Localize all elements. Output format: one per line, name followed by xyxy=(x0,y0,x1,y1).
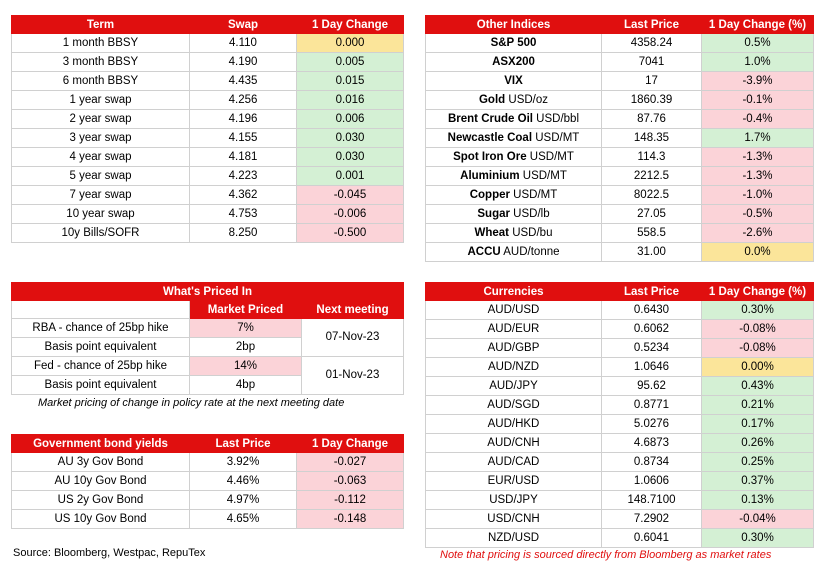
index-name: Spot Iron Ore xyxy=(453,150,527,163)
index-name: Sugar xyxy=(477,207,510,220)
fed-bp-value: 4bp xyxy=(190,376,302,395)
swap-row xyxy=(12,167,404,186)
currency-change: 0.00% xyxy=(702,358,814,377)
index-name-cell xyxy=(426,148,602,167)
bond-change: -0.063 xyxy=(297,472,404,491)
swap-change: 0.001 xyxy=(297,167,404,186)
swap-header-term: Term xyxy=(12,16,190,34)
bond-change: -0.148 xyxy=(297,510,404,529)
swap-change: -0.500 xyxy=(297,224,404,243)
currency-price: 1.0606 xyxy=(602,472,702,491)
indices-row xyxy=(426,129,814,148)
index-price: 2212.5 xyxy=(602,167,702,186)
bond-price: 3.92% xyxy=(190,453,297,472)
index-unit: AUD/tonne xyxy=(503,245,560,258)
currency-table xyxy=(425,282,814,548)
index-price: 558.5 xyxy=(602,224,702,243)
indices-header-price: Last Price xyxy=(602,16,702,34)
index-price: 7041 xyxy=(602,53,702,72)
priced-in-blank-header xyxy=(12,301,190,319)
bond-change: -0.027 xyxy=(297,453,404,472)
swap-row xyxy=(12,91,404,110)
swap-row xyxy=(12,186,404,205)
currency-row xyxy=(426,301,814,320)
currency-pair: USD/CNH xyxy=(426,510,602,529)
index-unit: USD/MT xyxy=(522,169,567,182)
swap-row xyxy=(12,72,404,91)
bond-row xyxy=(12,453,404,472)
index-unit: USD/oz xyxy=(508,93,549,106)
priced-in-row xyxy=(12,357,404,376)
indices-row xyxy=(426,110,814,129)
indices-row xyxy=(426,205,814,224)
swap-row xyxy=(12,53,404,72)
rba-hike-value: 7% xyxy=(190,319,302,338)
bond-price: 4.97% xyxy=(190,491,297,510)
currency-header-change: 1 Day Change (%) xyxy=(702,283,814,301)
swap-term: 1 month BBSY xyxy=(12,34,190,53)
index-change: 1.0% xyxy=(702,53,814,72)
bond-header-change: 1 Day Change xyxy=(297,435,404,453)
fed-hike-label: Fed - chance of 25bp hike xyxy=(12,357,190,376)
swap-table-header xyxy=(12,16,404,34)
disclaimer-note: Note that pricing is sourced directly from Bloomberg as market rates xyxy=(440,549,772,561)
index-change: 0.5% xyxy=(702,34,814,53)
currency-price: 0.8734 xyxy=(602,453,702,472)
currency-price: 0.6062 xyxy=(602,320,702,339)
swap-term: 7 year swap xyxy=(12,186,190,205)
indices-table-header xyxy=(426,16,814,34)
index-change: -1.0% xyxy=(702,186,814,205)
currency-row xyxy=(426,396,814,415)
currency-pair: AUD/GBP xyxy=(426,339,602,358)
fed-next-meeting-date: 01-Nov-23 xyxy=(302,357,404,395)
bond-change: -0.112 xyxy=(297,491,404,510)
swap-row xyxy=(12,148,404,167)
bond-row xyxy=(12,491,404,510)
currency-row xyxy=(426,320,814,339)
currency-change: 0.30% xyxy=(702,529,814,548)
index-name: Aluminium xyxy=(460,169,520,182)
bond-name: AU 10y Gov Bond xyxy=(12,472,190,491)
index-name: Wheat xyxy=(474,226,509,239)
bond-table xyxy=(11,434,404,529)
index-name-cell xyxy=(426,167,602,186)
index-change: -1.3% xyxy=(702,148,814,167)
currency-pair: AUD/EUR xyxy=(426,320,602,339)
currency-row xyxy=(426,377,814,396)
swap-change: -0.045 xyxy=(297,186,404,205)
swap-rate: 4.110 xyxy=(190,34,297,53)
currency-change: 0.13% xyxy=(702,491,814,510)
index-price: 1860.39 xyxy=(602,91,702,110)
indices-header-name: Other Indices xyxy=(426,16,602,34)
index-name-cell xyxy=(426,72,602,91)
index-unit: USD/bu xyxy=(512,226,553,239)
index-price: 8022.5 xyxy=(602,186,702,205)
swap-change: 0.000 xyxy=(297,34,404,53)
bond-header-name: Government bond yields xyxy=(12,435,190,453)
priced-in-row xyxy=(12,319,404,338)
index-change: 0.0% xyxy=(702,243,814,262)
index-unit: USD/MT xyxy=(513,188,558,201)
source-note: Source: Bloomberg, Westpac, RepuTex xyxy=(13,547,206,559)
index-price: 87.76 xyxy=(602,110,702,129)
currency-pair: AUD/CNH xyxy=(426,434,602,453)
bond-table-header xyxy=(12,435,404,453)
indices-table xyxy=(425,15,814,262)
currency-pair: AUD/JPY xyxy=(426,377,602,396)
currency-change: -0.04% xyxy=(702,510,814,529)
swap-rate: 4.181 xyxy=(190,148,297,167)
currency-change: 0.43% xyxy=(702,377,814,396)
currency-change: 0.21% xyxy=(702,396,814,415)
currency-row xyxy=(426,510,814,529)
index-change: -3.9% xyxy=(702,72,814,91)
currency-change: 0.26% xyxy=(702,434,814,453)
bond-header-price: Last Price xyxy=(190,435,297,453)
currency-change: 0.30% xyxy=(702,301,814,320)
index-change: -0.4% xyxy=(702,110,814,129)
swap-rate: 4.190 xyxy=(190,53,297,72)
priced-in-title: What's Priced In xyxy=(12,283,404,301)
index-name: ACCU xyxy=(467,245,501,258)
index-price: 31.00 xyxy=(602,243,702,262)
swap-row xyxy=(12,224,404,243)
rba-bp-label: Basis point equivalent xyxy=(12,338,190,357)
index-name: Copper xyxy=(469,188,510,201)
rba-hike-label: RBA - chance of 25bp hike xyxy=(12,319,190,338)
priced-in-col-market: Market Priced xyxy=(190,301,302,319)
bond-price: 4.46% xyxy=(190,472,297,491)
indices-row xyxy=(426,34,814,53)
index-name: ASX200 xyxy=(492,55,535,68)
currency-change: -0.08% xyxy=(702,339,814,358)
swap-term: 10 year swap xyxy=(12,205,190,224)
bond-name: AU 3y Gov Bond xyxy=(12,453,190,472)
currency-price: 0.6430 xyxy=(602,301,702,320)
swap-rate: 4.256 xyxy=(190,91,297,110)
index-change: -0.1% xyxy=(702,91,814,110)
indices-row xyxy=(426,148,814,167)
swap-term: 6 month BBSY xyxy=(12,72,190,91)
index-name: Brent Crude Oil xyxy=(447,112,533,125)
swap-change: 0.030 xyxy=(297,148,404,167)
swap-term: 1 year swap xyxy=(12,91,190,110)
currency-price: 0.6041 xyxy=(602,529,702,548)
currency-price: 1.0646 xyxy=(602,358,702,377)
currency-price: 5.0276 xyxy=(602,415,702,434)
swap-rate: 4.362 xyxy=(190,186,297,205)
index-name: VIX xyxy=(504,74,523,87)
currency-table-header xyxy=(426,283,814,301)
index-name-cell xyxy=(426,129,602,148)
index-name-cell xyxy=(426,53,602,72)
swap-rate: 4.196 xyxy=(190,110,297,129)
indices-row xyxy=(426,224,814,243)
index-price: 17 xyxy=(602,72,702,91)
currency-price: 95.62 xyxy=(602,377,702,396)
index-unit: USD/bbl xyxy=(536,112,579,125)
currency-pair: AUD/USD xyxy=(426,301,602,320)
bond-row xyxy=(12,472,404,491)
currency-change: -0.08% xyxy=(702,320,814,339)
index-name-cell xyxy=(426,91,602,110)
indices-row xyxy=(426,53,814,72)
swap-row xyxy=(12,34,404,53)
index-change: 1.7% xyxy=(702,129,814,148)
index-name: Gold xyxy=(478,93,506,106)
indices-row xyxy=(426,72,814,91)
currency-pair: AUD/HKD xyxy=(426,415,602,434)
currency-price: 7.2902 xyxy=(602,510,702,529)
swap-rate: 8.250 xyxy=(190,224,297,243)
swap-change: 0.016 xyxy=(297,91,404,110)
currency-pair: AUD/SGD xyxy=(426,396,602,415)
swap-row xyxy=(12,129,404,148)
currency-header-pair: Currencies xyxy=(426,283,602,301)
currency-row xyxy=(426,358,814,377)
currency-pair: AUD/CAD xyxy=(426,453,602,472)
index-price: 27.05 xyxy=(602,205,702,224)
currency-price: 0.8771 xyxy=(602,396,702,415)
index-price: 4358.24 xyxy=(602,34,702,53)
currency-price: 148.7100 xyxy=(602,491,702,510)
swap-term: 4 year swap xyxy=(12,148,190,167)
index-name: S&P 500 xyxy=(490,36,537,49)
indices-row xyxy=(426,243,814,262)
currency-header-price: Last Price xyxy=(602,283,702,301)
swap-change: 0.005 xyxy=(297,53,404,72)
swap-change: -0.006 xyxy=(297,205,404,224)
swap-row xyxy=(12,110,404,129)
currency-price: 0.5234 xyxy=(602,339,702,358)
fed-bp-label: Basis point equivalent xyxy=(12,376,190,395)
index-unit: USD/MT xyxy=(535,131,580,144)
swap-rate: 4.753 xyxy=(190,205,297,224)
fed-hike-value: 14% xyxy=(190,357,302,376)
currency-row xyxy=(426,491,814,510)
swap-term: 3 year swap xyxy=(12,129,190,148)
index-change: -0.5% xyxy=(702,205,814,224)
index-name-cell xyxy=(426,186,602,205)
index-unit: USD/lb xyxy=(513,207,550,220)
currency-price: 4.6873 xyxy=(602,434,702,453)
currency-row xyxy=(426,453,814,472)
bond-row xyxy=(12,510,404,529)
swap-change: 0.006 xyxy=(297,110,404,129)
swap-change: 0.030 xyxy=(297,129,404,148)
index-unit: USD/MT xyxy=(529,150,574,163)
index-change: -1.3% xyxy=(702,167,814,186)
swap-header-swap: Swap xyxy=(190,16,297,34)
currency-pair: NZD/USD xyxy=(426,529,602,548)
rba-next-meeting-date: 07-Nov-23 xyxy=(302,319,404,357)
swap-term: 10y Bills/SOFR xyxy=(12,224,190,243)
indices-row xyxy=(426,91,814,110)
currency-row xyxy=(426,434,814,453)
swap-term: 2 year swap xyxy=(12,110,190,129)
index-name-cell xyxy=(426,34,602,53)
rba-bp-value: 2bp xyxy=(190,338,302,357)
priced-in-note: Market pricing of change in policy rate at the next meeting date xyxy=(38,397,345,409)
currency-change: 0.17% xyxy=(702,415,814,434)
currency-change: 0.25% xyxy=(702,453,814,472)
index-name: Newcastle Coal xyxy=(447,131,533,144)
priced-in-col-next: Next meeting xyxy=(302,301,404,319)
currency-change: 0.37% xyxy=(702,472,814,491)
currency-pair: USD/JPY xyxy=(426,491,602,510)
index-price: 114.3 xyxy=(602,148,702,167)
index-price: 148.35 xyxy=(602,129,702,148)
swap-change: 0.015 xyxy=(297,72,404,91)
swap-rate: 4.435 xyxy=(190,72,297,91)
indices-row xyxy=(426,167,814,186)
index-name-cell xyxy=(426,224,602,243)
index-name-cell xyxy=(426,205,602,224)
bond-name: US 10y Gov Bond xyxy=(12,510,190,529)
currency-pair: EUR/USD xyxy=(426,472,602,491)
swap-row xyxy=(12,205,404,224)
swap-term: 3 month BBSY xyxy=(12,53,190,72)
indices-row xyxy=(426,186,814,205)
swap-header-change: 1 Day Change xyxy=(297,16,404,34)
bond-price: 4.65% xyxy=(190,510,297,529)
currency-row xyxy=(426,415,814,434)
swap-rate: 4.223 xyxy=(190,167,297,186)
currency-pair: AUD/NZD xyxy=(426,358,602,377)
indices-header-change: 1 Day Change (%) xyxy=(702,16,814,34)
index-change: -2.6% xyxy=(702,224,814,243)
swap-term: 5 year swap xyxy=(12,167,190,186)
swap-table xyxy=(11,15,404,243)
currency-row xyxy=(426,529,814,548)
currency-row xyxy=(426,472,814,491)
index-name-cell xyxy=(426,243,602,262)
currency-row xyxy=(426,339,814,358)
priced-in-table xyxy=(11,282,404,395)
swap-rate: 4.155 xyxy=(190,129,297,148)
index-name-cell xyxy=(426,110,602,129)
bond-name: US 2y Gov Bond xyxy=(12,491,190,510)
